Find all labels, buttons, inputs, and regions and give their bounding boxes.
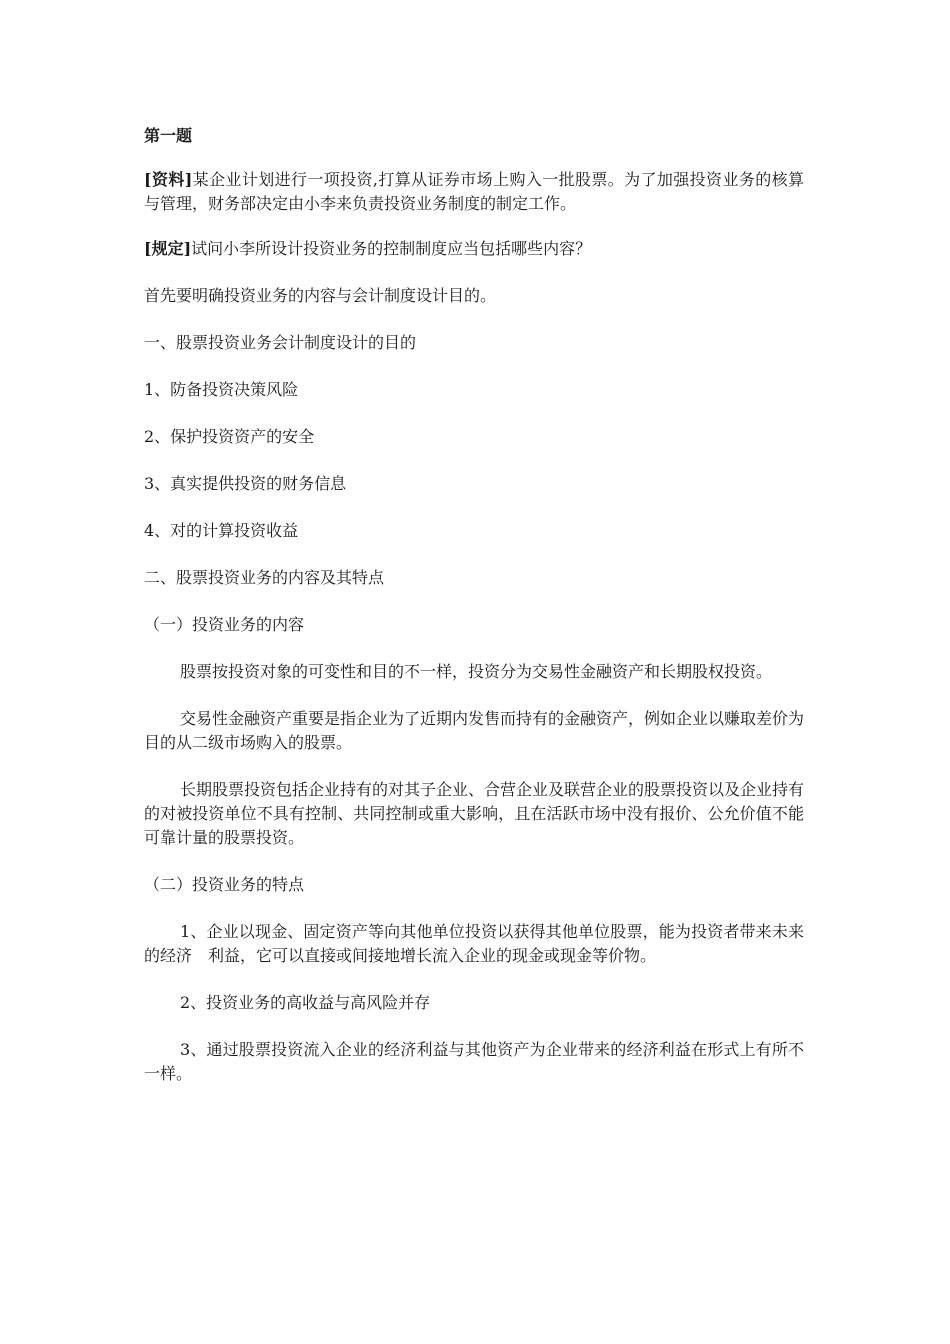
content-paragraph: 交易性金融资产重要是指企业为了近期内发售而持有的金融资产，例如企业以赚取差价为目的从二级市场购入的股票。	[144, 709, 805, 752]
subsection-heading-2: （二）投资业务的特点	[144, 875, 305, 894]
material-tag: [资料]	[144, 170, 193, 189]
subsection-heading-1: （一）投资业务的内容	[144, 615, 305, 634]
content-paragraph: 长期股票投资包括企业持有的对其子企业、合营企业及联营企业的股票投资以及企业持有的对被投资单位不具有控制、共同控制或重大影响，且在活跃市场中没有报价、公允价值不能可靠计量的股票投资。	[144, 780, 805, 847]
rule-paragraph	[144, 237, 804, 261]
material-paragraph	[144, 168, 804, 216]
rule-text: 试问小李所设计投资业务的控制制度应当包括哪些内容？	[191, 239, 592, 258]
section-heading-2: 二、股票投资业务的内容及其特点	[144, 568, 385, 587]
material-text: 某企业计划进行一项投资,打算从证券市场上购入一批股票。为了加强投资业务的核算与管理，财务部决定由小李来负责投资业务制度的制定工作。	[144, 170, 804, 213]
rule-tag: [规定]	[144, 239, 192, 258]
content-paragraph: 股票按投资对象的可变性和目的不一样，投资分为交易性金融资产和长期股权投资。	[180, 662, 773, 681]
goal-item: 3、真实提供投资的财务信息	[144, 474, 347, 493]
feature-paragraph: 2、投资业务的高收益与高风险并存	[180, 993, 431, 1012]
document-body	[144, 124, 804, 1109]
section-heading-1: 一、股票投资业务会计制度设计的目的	[144, 333, 417, 352]
goal-item: 1、防备投资决策风险	[144, 380, 299, 399]
feature-paragraph: 1、企业以现金、固定资产等向其他单位投资以获得其他单位股票，能为投资者带来未来的经济 利益，它可以直接或间接地增长流入企业的现金或现金等价物。	[144, 922, 804, 965]
intro-paragraph: 首先要明确投资业务的内容与会计制度设计目的。	[144, 286, 497, 305]
question-title: 第一题	[144, 126, 193, 145]
feature-paragraph: 3、通过股票投资流入企业的经济利益与其他资产为企业带来的经济利益在形式上有所不一样。	[144, 1040, 804, 1083]
goal-item: 4、对的计算投资收益	[144, 521, 299, 540]
goal-item: 2、保护投资资产的安全	[144, 427, 315, 446]
